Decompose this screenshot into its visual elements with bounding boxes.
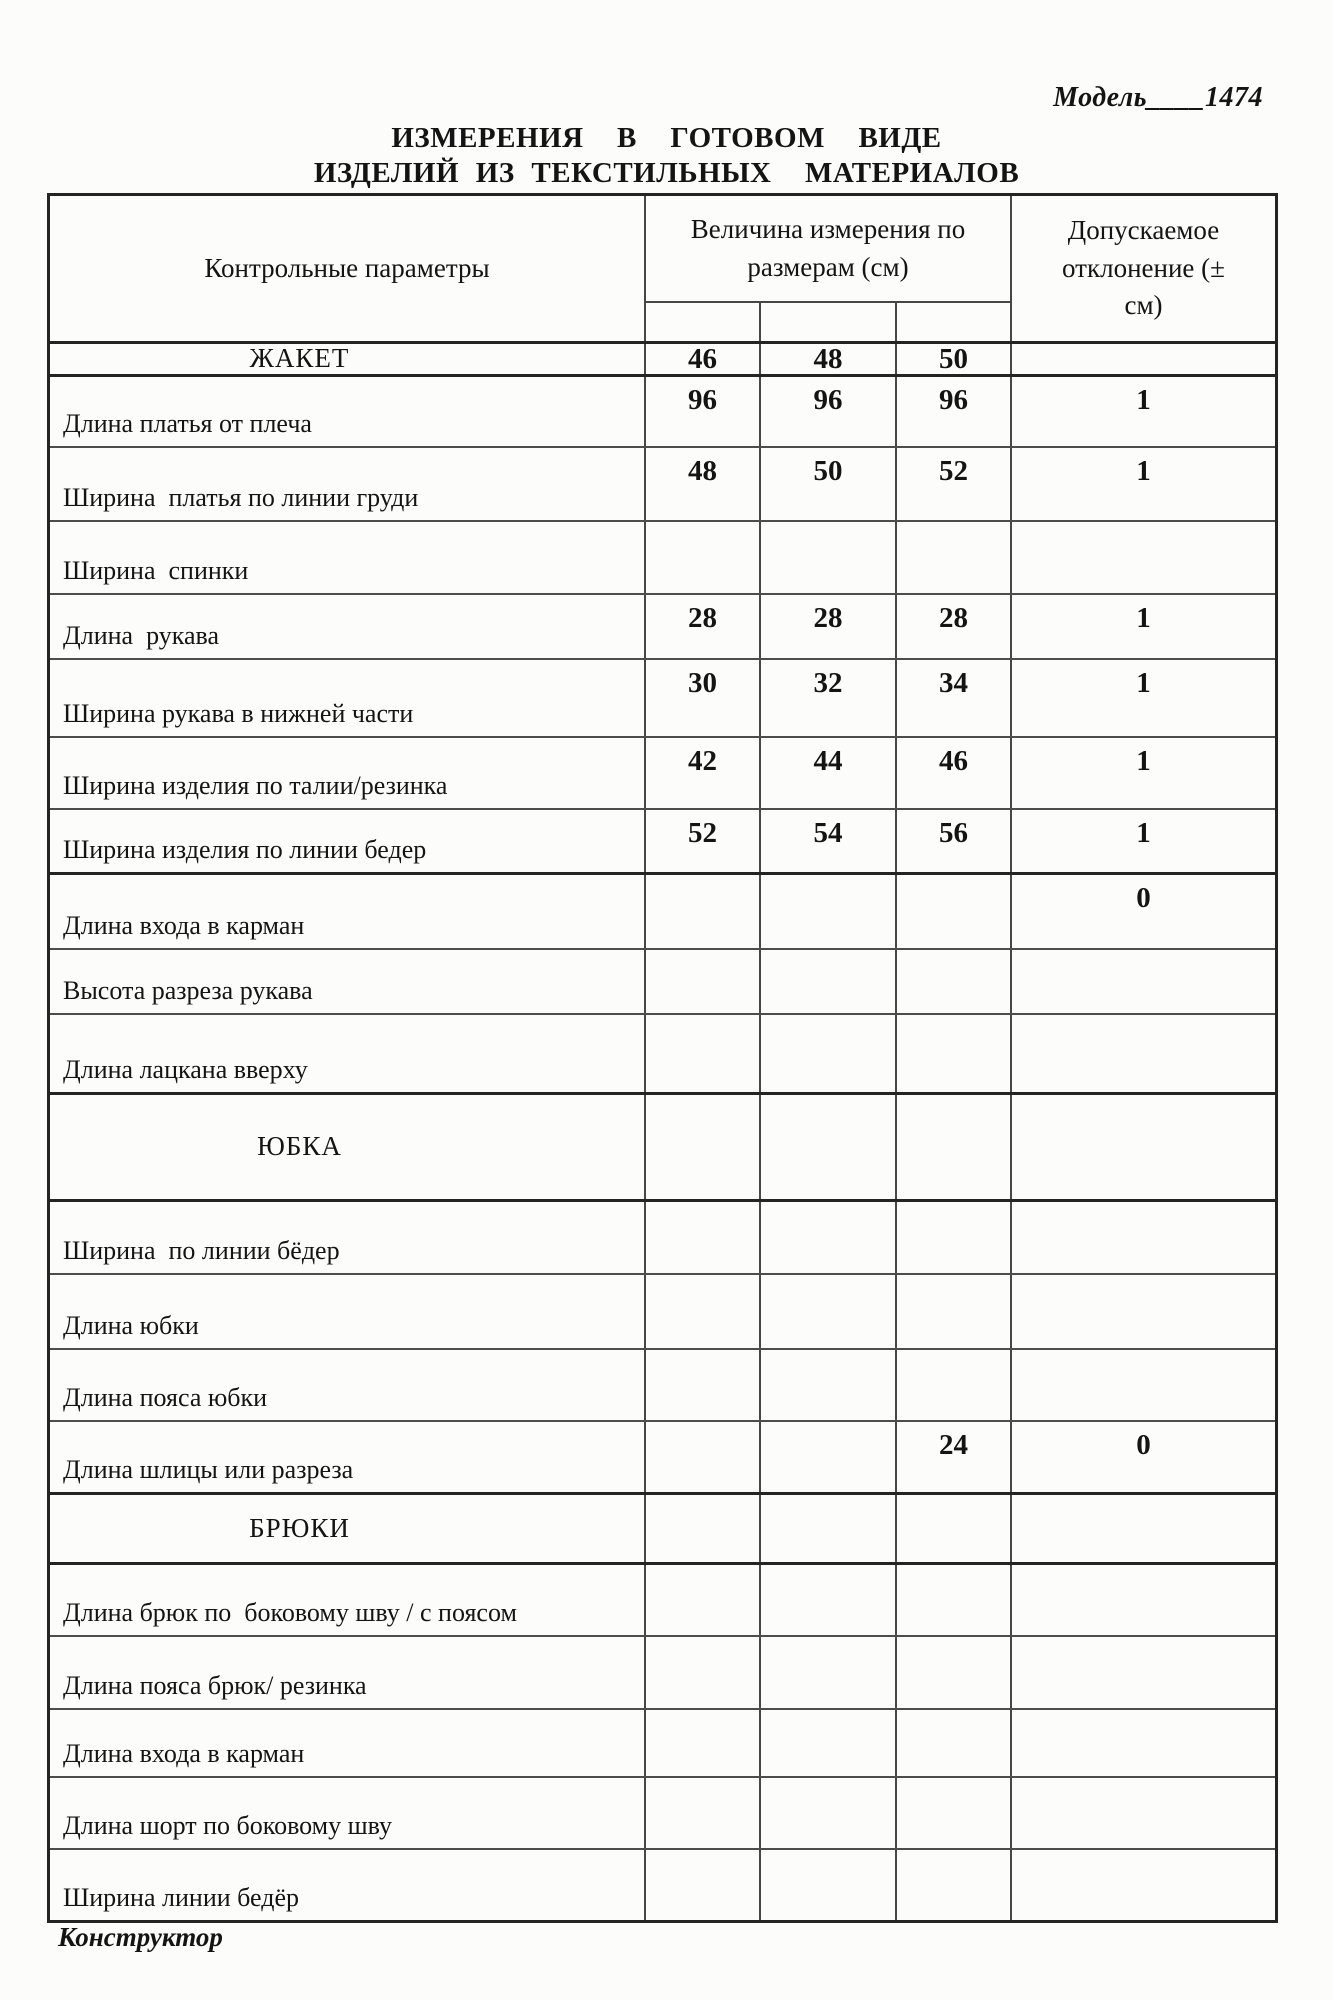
row-parameter-label: Ширина изделия по талии/резинка <box>50 738 646 808</box>
table-row <box>50 1637 1275 1710</box>
row-value-size-1 <box>646 522 761 593</box>
row-value-size-1: 48 <box>646 448 761 520</box>
row-tolerance-value <box>1012 1710 1275 1776</box>
row-tolerance-value: 0 <box>1136 1429 1151 1461</box>
row-parameter-label: Высота разреза рукава <box>50 950 646 1013</box>
document-title-line1: ИЗМЕРЕНИЯ В ГОТОВОМ ВИДЕ <box>391 122 942 154</box>
row-value-size-1 <box>646 1095 761 1199</box>
table-row <box>50 1422 1275 1495</box>
row-value-size-1 <box>646 1202 761 1273</box>
row-tolerance-value <box>1012 1275 1275 1348</box>
header-size-subcell-2 <box>761 303 897 341</box>
row-value-size-1: 30 <box>646 660 761 736</box>
row-parameter-label: Длина пояса брюк/ резинка <box>50 1637 646 1708</box>
row-parameter-label: Длина платья от плеча <box>50 377 646 446</box>
row-value-size-1 <box>646 1422 761 1492</box>
row-value-size-3: 24 <box>897 1422 1012 1492</box>
table-row <box>50 595 1275 660</box>
row-value-size-2: 54 <box>761 810 897 872</box>
row-value-size-3 <box>897 1275 1012 1348</box>
row-value-size-3 <box>897 875 1012 948</box>
row-value-size-3 <box>897 950 1012 1013</box>
row-value-size-3: 46 <box>897 738 1012 808</box>
table-row <box>50 1015 1275 1095</box>
row-value-size-2 <box>761 1275 897 1348</box>
row-parameter-label: Длина пояса юбки <box>50 1350 646 1420</box>
row-value-size-2: 44 <box>761 738 897 808</box>
row-tolerance-value <box>1012 1350 1275 1420</box>
table-row <box>50 1495 1275 1565</box>
row-tolerance-value: 1 <box>1136 745 1151 777</box>
row-parameter-label: ЖАКЕТ <box>50 344 646 374</box>
row-value-size-2 <box>761 1202 897 1273</box>
row-tolerance-value: 1 <box>1136 384 1151 416</box>
model-number: Модель____1474 <box>1053 82 1263 113</box>
row-value-size-1: 28 <box>646 595 761 658</box>
row-value-size-3 <box>897 1637 1012 1708</box>
row-parameter-label: Ширина платья по линии груди <box>50 448 646 520</box>
row-value-size-3 <box>897 1350 1012 1420</box>
row-value-size-1 <box>646 1778 761 1848</box>
row-value-size-3 <box>897 1778 1012 1848</box>
row-value-size-3 <box>897 1095 1012 1199</box>
row-parameter-label: Длина лацкана вверху <box>50 1015 646 1092</box>
row-value-size-1 <box>646 950 761 1013</box>
row-value-size-2 <box>761 1778 897 1848</box>
row-value-size-3 <box>897 1015 1012 1092</box>
row-tolerance-value <box>1012 522 1275 593</box>
row-tolerance-value <box>1012 950 1275 1013</box>
row-value-size-2: 28 <box>761 595 897 658</box>
row-value-size-2 <box>761 1015 897 1092</box>
table-row <box>50 1778 1275 1850</box>
row-value-size-3 <box>897 1495 1012 1562</box>
row-tolerance-value <box>1012 344 1275 374</box>
table-row <box>50 1710 1275 1778</box>
row-tolerance-value <box>1012 1095 1275 1199</box>
table-row <box>50 1350 1275 1422</box>
row-value-size-3 <box>897 1565 1012 1635</box>
row-value-size-2 <box>761 1850 897 1920</box>
row-value-size-2: 50 <box>761 448 897 520</box>
row-parameter-label: Длина шлицы или разреза <box>50 1422 646 1492</box>
row-tolerance-value <box>1012 1637 1275 1708</box>
row-value-size-1: 42 <box>646 738 761 808</box>
row-value-size-2 <box>761 1495 897 1562</box>
row-value-size-3: 34 <box>897 660 1012 736</box>
row-value-size-3: 96 <box>897 377 1012 446</box>
table-row <box>50 660 1275 738</box>
row-value-size-1 <box>646 1495 761 1562</box>
table-row <box>50 875 1275 950</box>
row-tolerance-value <box>1012 1850 1275 1920</box>
table-row <box>50 448 1275 522</box>
header-size-subcell-1 <box>646 303 761 341</box>
row-tolerance-value: 1 <box>1136 817 1151 849</box>
header-control-parameters: Контрольные параметры <box>50 196 646 341</box>
table-row <box>50 738 1275 810</box>
table-row <box>50 950 1275 1015</box>
header-tolerance: Допускаемое отклонение (± см) <box>1062 214 1225 321</box>
row-parameter-label: БРЮКИ <box>50 1495 646 1562</box>
document-title-line2: ИЗДЕЛИЙ ИЗ ТЕКСТИЛЬНЫХ МАТЕРИАЛОВ <box>313 157 1020 189</box>
row-value-size-3: 28 <box>897 595 1012 658</box>
header-size-subcell-3 <box>897 303 1012 341</box>
row-value-size-1 <box>646 1015 761 1092</box>
table-row <box>50 377 1275 448</box>
row-tolerance-value <box>1012 1495 1275 1562</box>
row-value-size-1 <box>646 1350 761 1420</box>
row-value-size-2 <box>761 1422 897 1492</box>
row-value-size-2: 32 <box>761 660 897 736</box>
row-tolerance-value: 0 <box>1136 882 1151 914</box>
row-parameter-label: Длина входа в карман <box>50 1710 646 1776</box>
table-row <box>50 522 1275 595</box>
row-value-size-1 <box>646 1710 761 1776</box>
table-row <box>50 810 1275 875</box>
table-row <box>50 1275 1275 1350</box>
measurements-table <box>47 193 1278 1923</box>
row-value-size-3: 52 <box>897 448 1012 520</box>
row-tolerance-value: 1 <box>1136 602 1151 634</box>
row-parameter-label: Ширина рукава в нижней части <box>50 660 646 736</box>
row-value-size-1 <box>646 1637 761 1708</box>
row-value-size-3 <box>897 522 1012 593</box>
row-value-size-3 <box>897 1850 1012 1920</box>
table-header <box>50 196 1275 344</box>
row-value-size-1: 46 <box>646 344 761 374</box>
row-parameter-label: Длина шорт по боковому шву <box>50 1778 646 1848</box>
row-value-size-2 <box>761 1637 897 1708</box>
row-parameter-label: Ширина линии бедёр <box>50 1850 646 1920</box>
row-parameter-label: Длина брюк по боковому шву / с поясом <box>50 1565 646 1635</box>
row-parameter-label: Длина входа в карман <box>50 875 646 948</box>
row-value-size-2 <box>761 875 897 948</box>
row-parameter-label: Длина юбки <box>50 1275 646 1348</box>
row-value-size-1: 96 <box>646 377 761 446</box>
row-parameter-label: Ширина по линии бёдер <box>50 1202 646 1273</box>
row-parameter-label: Ширина спинки <box>50 522 646 593</box>
row-value-size-3: 56 <box>897 810 1012 872</box>
row-tolerance-value <box>1012 1202 1275 1273</box>
row-value-size-1 <box>646 1565 761 1635</box>
row-tolerance-value: 1 <box>1136 455 1151 487</box>
table-row <box>50 1850 1275 1920</box>
row-parameter-label: ЮБКА <box>50 1095 646 1199</box>
table-row <box>50 1565 1275 1637</box>
table-row <box>50 1095 1275 1202</box>
row-tolerance-value <box>1012 1015 1275 1092</box>
row-value-size-1 <box>646 875 761 948</box>
row-value-size-1 <box>646 1275 761 1348</box>
row-value-size-2 <box>761 1565 897 1635</box>
row-value-size-2 <box>761 950 897 1013</box>
row-value-size-2 <box>761 522 897 593</box>
row-value-size-2 <box>761 1095 897 1199</box>
row-value-size-3 <box>897 1202 1012 1273</box>
row-tolerance-value: 1 <box>1136 667 1151 699</box>
row-tolerance-value <box>1012 1565 1275 1635</box>
constructor-signature: Конструктор <box>58 1922 223 1952</box>
row-tolerance-value <box>1012 1778 1275 1848</box>
row-value-size-2: 96 <box>761 377 897 446</box>
table-row <box>50 1202 1275 1275</box>
row-value-size-2 <box>761 1350 897 1420</box>
row-value-size-1: 52 <box>646 810 761 872</box>
row-value-size-3 <box>897 1710 1012 1776</box>
table-body <box>50 344 1275 1920</box>
row-value-size-2: 48 <box>761 344 897 374</box>
header-measurement-by-size: Величина измерения по размерам (см) <box>646 196 1012 303</box>
row-value-size-1 <box>646 1850 761 1920</box>
table-row <box>50 344 1275 377</box>
row-value-size-2 <box>761 1710 897 1776</box>
row-parameter-label: Длина рукава <box>50 595 646 658</box>
row-parameter-label: Ширина изделия по линии бедер <box>50 810 646 872</box>
row-value-size-3: 50 <box>897 344 1012 374</box>
